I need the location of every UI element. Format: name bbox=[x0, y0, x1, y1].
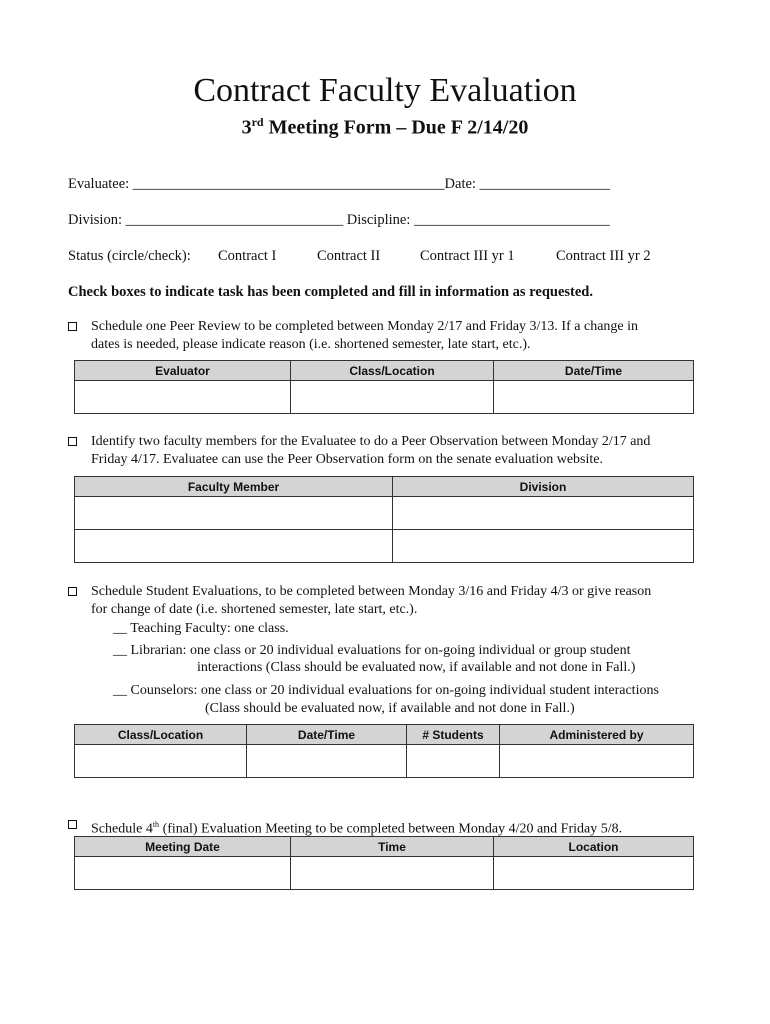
header-faculty-member: Faculty Member bbox=[75, 477, 393, 497]
peer-review-table bbox=[74, 360, 694, 414]
task-4-text-start: Schedule 4 bbox=[91, 821, 153, 837]
class-location-cell[interactable] bbox=[75, 745, 247, 778]
task-1-line-1: Schedule one Peer Review to be completed between Monday 2/17 and Friday 3/13. If a change in bbox=[91, 319, 639, 334]
meeting-date-cell[interactable] bbox=[75, 857, 291, 890]
header-num-students: # Students bbox=[407, 725, 500, 745]
counselors-item[interactable]: __ Counselors: one class or 20 individual evaluations for on-going individual student interactions bbox=[113, 683, 659, 698]
task-1-line-2: dates is needed, please indicate reason (i.e. shortened semester, late start, etc.). bbox=[91, 337, 531, 352]
location-cell[interactable] bbox=[494, 857, 694, 890]
task-2-line-2: Friday 4/17. Evaluatee can use the Peer Observation form on the senate evaluation website. bbox=[91, 452, 603, 467]
final-meeting-table bbox=[74, 836, 694, 890]
task-4-text-end: (final) Evaluation Meeting to be completed between Monday 4/20 and Friday 5/8. bbox=[159, 821, 623, 837]
header-date-time: Date/Time bbox=[494, 361, 694, 381]
header-division: Division bbox=[393, 477, 694, 497]
status-option-contract-2[interactable]: Contract II bbox=[317, 248, 381, 264]
instructions: Check boxes to indicate task has been completed and fill in information as requested. bbox=[68, 284, 593, 300]
evaluator-cell[interactable] bbox=[75, 381, 291, 414]
form-subtitle bbox=[0, 115, 770, 140]
division-cell[interactable] bbox=[393, 497, 694, 530]
header-time: Time bbox=[291, 837, 494, 857]
class-location-cell[interactable] bbox=[291, 381, 494, 414]
peer-observation-table bbox=[74, 476, 694, 563]
status-label: Status (circle/check): bbox=[68, 248, 191, 264]
header-class-location: Class/Location bbox=[75, 725, 247, 745]
task-3-line-2: for change of date (i.e. shortened semester, late start, etc.). bbox=[91, 602, 418, 617]
header-administered-by: Administered by bbox=[500, 725, 694, 745]
task-4-checkbox[interactable] bbox=[68, 820, 77, 829]
evaluatee-date-line[interactable]: Evaluatee: ___________________________________________Date: __________________ bbox=[68, 176, 611, 192]
task-3-checkbox[interactable] bbox=[68, 587, 77, 596]
faculty-member-cell[interactable] bbox=[75, 497, 393, 530]
librarian-item-continued: interactions (Class should be evaluated now, if available and not done in Fall.) bbox=[197, 660, 636, 675]
status-option-contract-1[interactable]: Contract I bbox=[218, 248, 277, 264]
division-discipline-line[interactable]: Division: ______________________________ Discipline: ___________________________ bbox=[68, 212, 610, 228]
student-evaluations-table bbox=[74, 724, 694, 778]
teaching-faculty-item[interactable]: __ Teaching Faculty: one class. bbox=[113, 621, 289, 636]
division-cell[interactable] bbox=[393, 530, 694, 563]
task-4-ordinal: th bbox=[152, 820, 160, 829]
counselors-item-continued: (Class should be evaluated now, if available and not done in Fall.) bbox=[205, 701, 575, 716]
header-location: Location bbox=[494, 837, 694, 857]
date-time-cell[interactable] bbox=[494, 381, 694, 414]
date-time-cell[interactable] bbox=[247, 745, 407, 778]
task-1-text bbox=[91, 318, 638, 354]
subtitle-text: Meeting Form – Due F 2/14/20 bbox=[263, 116, 529, 139]
faculty-member-cell[interactable] bbox=[75, 530, 393, 563]
subtitle-ordinal: rd bbox=[251, 115, 264, 129]
num-students-cell[interactable] bbox=[407, 745, 500, 778]
time-cell[interactable] bbox=[291, 857, 494, 890]
task-3-line-1: Schedule Student Evaluations, to be completed between Monday 3/16 and Friday 4/3 or give reason bbox=[91, 584, 652, 599]
task-2-line-1: Identify two faculty members for the Evaluatee to do a Peer Observation between Monday 2/17 and bbox=[91, 434, 651, 449]
header-class-location: Class/Location bbox=[291, 361, 494, 381]
task-2-checkbox[interactable] bbox=[68, 437, 77, 446]
header-evaluator: Evaluator bbox=[75, 361, 291, 381]
header-meeting-date: Meeting Date bbox=[75, 837, 291, 857]
subtitle-number: 3 bbox=[241, 116, 252, 139]
task-3-text bbox=[91, 583, 651, 619]
task-1-checkbox[interactable] bbox=[68, 322, 77, 331]
header-date-time: Date/Time bbox=[247, 725, 407, 745]
status-option-contract-3-yr2[interactable]: Contract III yr 2 bbox=[556, 248, 651, 264]
administered-by-cell[interactable] bbox=[500, 745, 694, 778]
librarian-item[interactable]: __ Librarian: one class or 20 individual evaluations for on-going individual or group student bbox=[113, 643, 631, 658]
task-2-text bbox=[91, 433, 650, 469]
status-option-contract-3-yr1[interactable]: Contract III yr 1 bbox=[420, 248, 515, 264]
form-title: Contract Faculty Evaluation bbox=[193, 72, 577, 109]
